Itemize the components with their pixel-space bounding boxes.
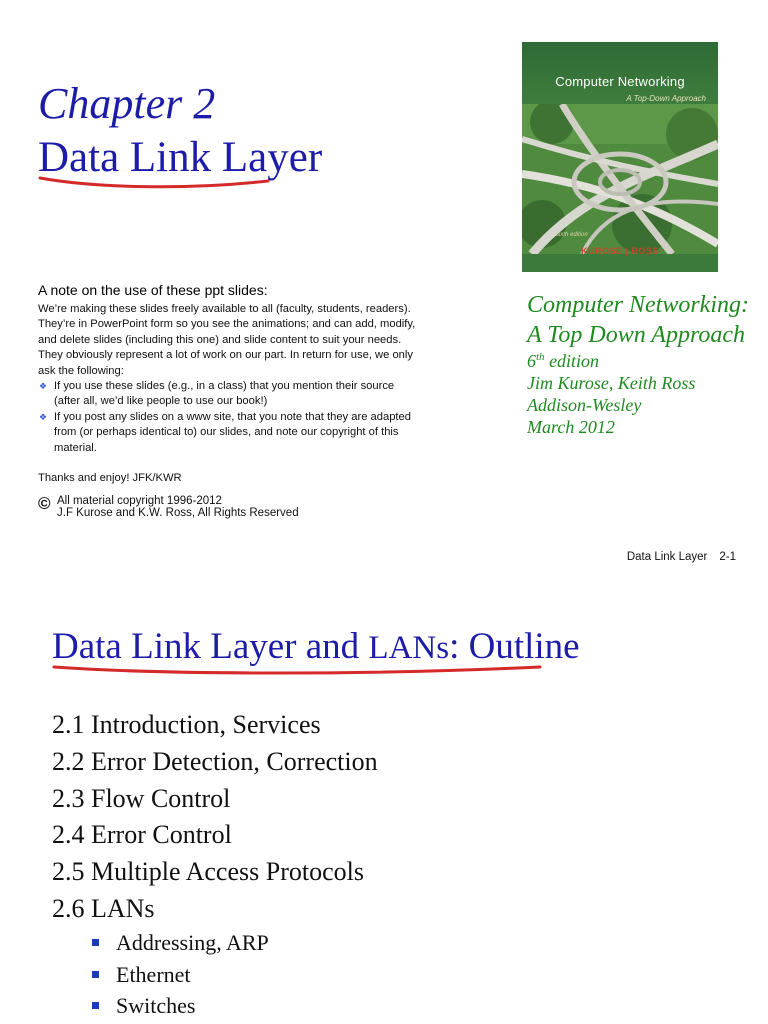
square-bullet-icon <box>92 1002 99 1009</box>
book-title: Computer Networking: A Top Down Approach <box>527 292 749 348</box>
cover-title: Computer Networking <box>555 74 685 89</box>
note-line: They obviously represent a lot of work on our part. In return for use, we only <box>38 349 413 362</box>
diamond-bullet-icon: ❖ <box>39 381 48 392</box>
chapter-title: Chapter 2 <box>38 79 216 128</box>
outline-item: 2.2 Error Detection, Correction <box>52 746 378 776</box>
book-date: March 2012 <box>527 417 615 437</box>
book-publisher: Addison-Wesley <box>527 395 642 415</box>
cover-edition: sixth edition <box>556 232 588 238</box>
book-edition: 6th edition <box>527 351 600 371</box>
note-heading: A note on the use of these ppt slides: <box>38 282 268 298</box>
copyright-icon: © <box>38 494 51 513</box>
footer-label: Data Link Layer <box>626 551 708 563</box>
subtopic-item: Switches <box>92 990 269 1022</box>
chapter-subtitle: Data Link Layer <box>38 134 323 181</box>
copyright-line: All material copyright 1996-2012 <box>57 495 222 507</box>
lan-subtopics <box>92 927 269 1022</box>
note-line: ask the following: <box>38 364 124 377</box>
highway-interchange-image <box>522 104 718 254</box>
outline-list <box>52 707 378 928</box>
note-bullet-list <box>38 379 478 456</box>
note-line: We’re making these slides freely available to all (faculty, students, readers). <box>38 303 411 315</box>
square-bullet-icon <box>92 971 99 978</box>
outline-item: 2.5 Multiple Access Protocols <box>52 857 364 887</box>
square-bullet-icon <box>92 939 99 946</box>
title-underline <box>36 170 276 192</box>
outline-item: 2.4 Error Control <box>52 820 232 850</box>
note-bullet-item: ❖ If you use these slides (e.g., in a class) that you mention their source (after all, we’d like people to use our book!) <box>39 380 395 408</box>
outline-title: Data Link Layer and LANs: Outline <box>52 626 580 667</box>
outline-item: 2.3 Flow Control <box>52 783 231 813</box>
subtopic-item: Ethernet <box>92 959 269 991</box>
book-info <box>527 290 767 438</box>
cover-authors: KUROSE | ROSS <box>580 246 660 256</box>
book-authors: Jim Kurose, Keith Ross <box>527 373 696 393</box>
note-body <box>38 302 478 486</box>
copyright-line: J.F Kurose and K.W. Ross, All Rights Reserved <box>57 507 299 519</box>
slide-footer <box>627 551 736 563</box>
thanks-line: Thanks and enjoy! JFK/KWR <box>38 472 182 485</box>
note-line: and delete slides (including this one) and slide content to suit your needs. <box>38 333 402 346</box>
outline-item: 2.1 Introduction, Services <box>52 710 321 739</box>
cover-subtitle: A Top-Down Approach <box>626 94 706 103</box>
diamond-bullet-icon: ❖ <box>39 411 48 422</box>
book-cover <box>522 42 718 272</box>
page-number: 2-1 <box>719 551 736 563</box>
subtopic-item: Addressing, ARP <box>92 927 269 959</box>
slide-2 <box>0 585 768 1024</box>
note-line: They’re in PowerPoint form so you see the animations; and can add, modify, <box>38 318 416 331</box>
copyright-notice <box>38 495 299 519</box>
outline-item: 2.6 LANs <box>52 893 155 923</box>
note-bullet-item: ❖ If you post any slides on a www site, that you note that they are adapted from (or perhaps identical to) our slides, and note our copyright of this material. <box>39 410 411 454</box>
outline-title-underline <box>50 659 550 679</box>
